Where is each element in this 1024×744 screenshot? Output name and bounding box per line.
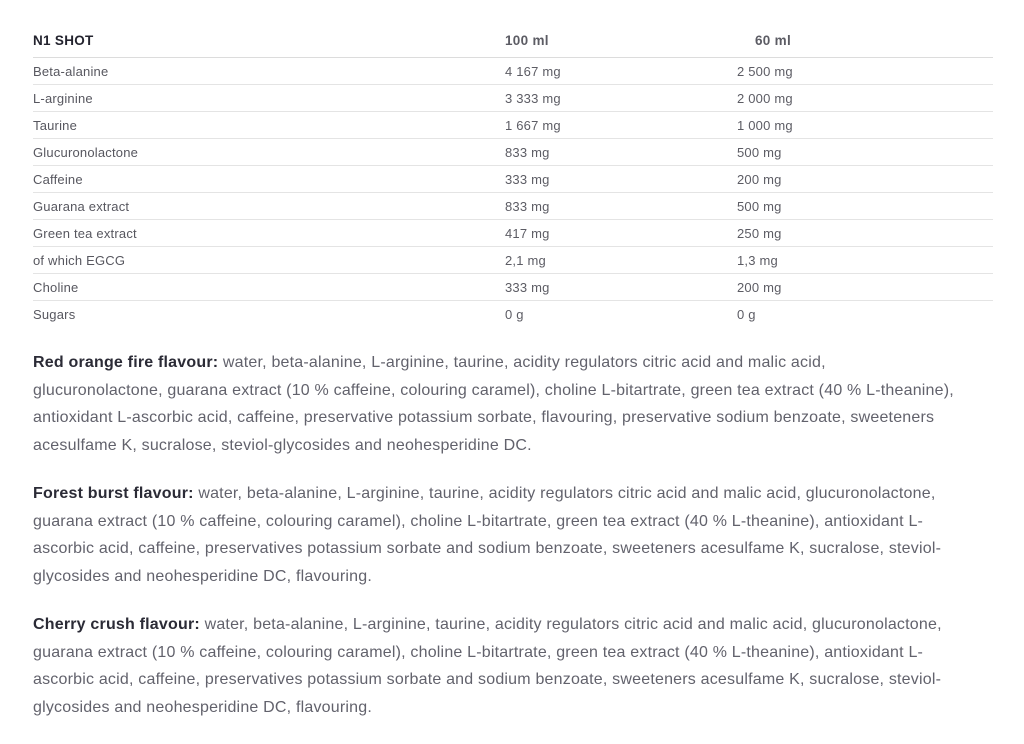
value-100ml: 3 333 mg bbox=[505, 90, 561, 106]
value-60ml: 1,3 mg bbox=[737, 252, 778, 268]
value-100ml: 0 g bbox=[505, 307, 524, 322]
table-row bbox=[33, 247, 993, 274]
flavour-paragraph-cherry-crush bbox=[33, 611, 958, 721]
table-row bbox=[33, 166, 993, 193]
value-60ml: 250 mg bbox=[737, 225, 782, 241]
value-60ml: 1 000 mg bbox=[737, 117, 793, 133]
flavour-lead: Forest burst flavour: bbox=[33, 485, 194, 502]
flavour-descriptions bbox=[33, 349, 958, 721]
ingredient-label: L-arginine bbox=[33, 90, 93, 106]
ingredient-label: Sugars bbox=[33, 307, 76, 322]
table-row bbox=[33, 112, 993, 139]
ingredient-label: Green tea extract bbox=[33, 225, 137, 241]
flavour-lead: Cherry crush flavour: bbox=[33, 616, 200, 633]
table-row bbox=[33, 193, 993, 220]
ingredient-label: of which EGCG bbox=[33, 252, 126, 268]
value-60ml: 200 mg bbox=[737, 171, 782, 187]
value-60ml: 500 mg bbox=[737, 144, 782, 160]
flavour-ingredients-text: water, beta-alanine, L-arginine, taurine, acidity regulators citric acid and malic acid, glucuronolactone, guarana extract (10 % caffeine, colouring caramel), choline L-bitartrate, green tea extract (40 % L-theanine), antioxidant L-ascorbic acid, caffeine, preservative potassium sorbate, flavouring, preservative sodium benzoate, sweeteners acesulfame K, sucralose, steviol-glycosides and neohesperidine DC. bbox=[33, 354, 954, 454]
value-100ml: 4 167 mg bbox=[505, 63, 561, 79]
product-name: N1 SHOT bbox=[33, 33, 94, 48]
table-row bbox=[33, 220, 993, 247]
value-100ml: 833 mg bbox=[505, 144, 550, 160]
value-60ml: 0 g bbox=[737, 307, 756, 322]
table-row bbox=[33, 274, 993, 301]
value-60ml: 200 mg bbox=[737, 279, 782, 295]
flavour-ingredients-text: water, beta-alanine, L-arginine, taurine, acidity regulators citric acid and malic acid, glucuronolactone, guarana extract (10 % caffeine, colouring caramel), choline L-bitartrate, green tea extract (40 % L-theanine), antioxidant L-ascorbic acid, caffeine, preservatives potassium sorbate and sodium benzoate, sweeteners acesulfame K, sucralose, steviol-glycosides and neohesperidine DC, flavouring. bbox=[33, 616, 942, 716]
flavour-ingredients-text: water, beta-alanine, L-arginine, taurine, acidity regulators citric acid and malic acid, glucuronolactone, guarana extract (10 % caffeine, colouring caramel), choline L-bitartrate, green tea extract (40 % L-theanine), antioxidant L-ascorbic acid, caffeine, preservatives potassium sorbate and sodium benzoate, sweeteners acesulfame K, sucralose, steviol-glycosides and neohesperidine DC, flavouring. bbox=[33, 485, 942, 585]
value-60ml: 500 mg bbox=[737, 198, 782, 214]
flavour-lead: Red orange fire flavour: bbox=[33, 354, 219, 371]
value-100ml: 333 mg bbox=[505, 279, 550, 295]
flavour-paragraph-red-orange-fire bbox=[33, 349, 958, 459]
value-100ml: 2,1 mg bbox=[505, 252, 546, 268]
table-row bbox=[33, 301, 993, 328]
value-100ml: 1 667 mg bbox=[505, 117, 561, 133]
value-100ml: 417 mg bbox=[505, 225, 550, 241]
value-60ml: 2 000 mg bbox=[737, 90, 793, 106]
flavour-paragraph-forest-burst bbox=[33, 480, 958, 590]
table-row bbox=[33, 139, 993, 166]
column-header-60ml: 60 ml bbox=[755, 33, 792, 48]
value-100ml: 333 mg bbox=[505, 171, 550, 187]
table-row bbox=[33, 58, 993, 85]
ingredient-label: Taurine bbox=[33, 117, 78, 133]
column-header-100ml: 100 ml bbox=[505, 33, 549, 48]
value-60ml: 2 500 mg bbox=[737, 63, 793, 79]
ingredient-label: Choline bbox=[33, 279, 79, 295]
ingredient-label: Beta-alanine bbox=[33, 63, 109, 79]
ingredient-label: Guarana extract bbox=[33, 198, 130, 214]
value-100ml: 833 mg bbox=[505, 198, 550, 214]
ingredient-label: Caffeine bbox=[33, 171, 83, 187]
table-row bbox=[33, 85, 993, 112]
nutrition-table-header bbox=[33, 24, 993, 58]
ingredient-label: Glucuronolactone bbox=[33, 144, 139, 160]
nutrition-table bbox=[33, 24, 993, 328]
